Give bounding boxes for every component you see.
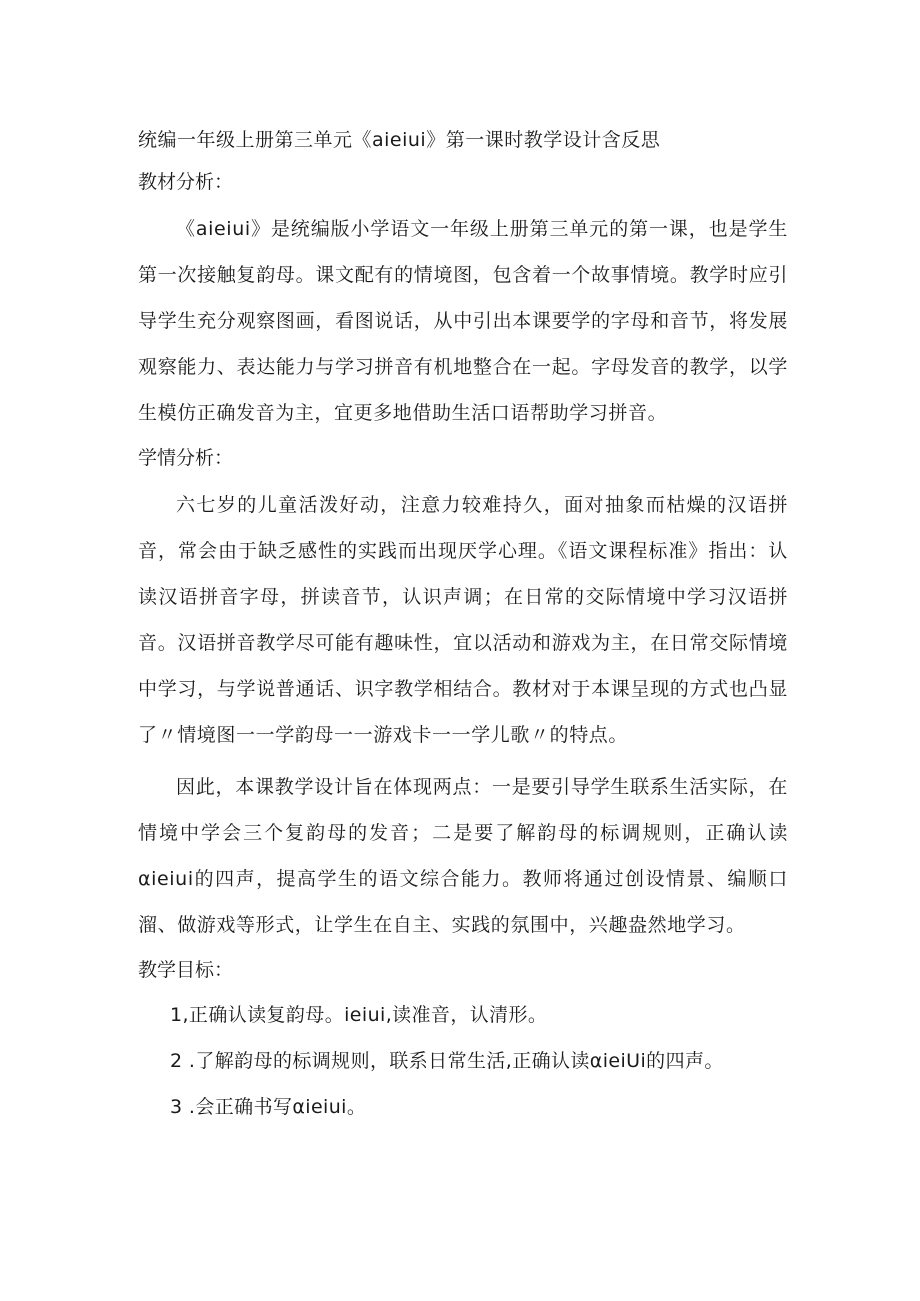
section-heading-material-analysis: 教材分析：	[138, 171, 234, 193]
section-heading-teaching-goals: 教学目标：	[138, 959, 234, 981]
document-title: 统编一年级上册第三单元《aieiui》第一课时教学设计含反思	[138, 129, 661, 151]
document-body	[138, 122, 788, 1130]
section-heading-student-analysis: 学情分析：	[138, 447, 234, 469]
paragraph-student-analysis-2: 因此，本课教学设计旨在体现两点：一是要引导学生联系生活实际，在情境中学会三个复韵母的发音；二是要了解韵母的标调规则，正确认读αieiui的四声，提高学生的语文综合能力。教师将通过创设情景、编顺口溜、做游戏等形式，让学生在自主、实践的氛围中，兴趣盎然地学习。	[138, 776, 788, 936]
teaching-goal-1: 1,正确认读复韵母。ieiui,读准音，认清形。	[170, 1004, 548, 1026]
paragraph-student-analysis-1: 六七岁的儿童活泼好动，注意力较难持久，面对抽象而枯燥的汉语拼音，常会由于缺乏感性的实践而出现厌学心理。《语文课程标准》指出：认读汉语拼音字母，拼读音节，认识声调；在日常的交际情境中学习汉语拼音。汉语拼音教学尽可能有趣味性，宜以活动和游戏为主，在日常交际情境中学习，与学说普通话、识字教学相结合。教材对于本课呈现的方式也凸显了〃情境图一一学韵母一一游戏卡一一学儿歌〃的特点。	[138, 494, 788, 746]
paragraph-material-analysis: 《aieiui》是统编版小学语文一年级上册第三单元的第一课，也是学生第一次接触复韵母。课文配有的情境图，包含着一个故事情境。教学时应引导学生充分观察图画，看图说话，从中引出本课要学的字母和音节，将发展观察能力、表达能力与学习拼音有机地整合在一起。字母发音的教学，以学生模仿正确发音为主，宜更多地借助生活口语帮助学习拼音。	[138, 218, 788, 424]
teaching-goal-2: 2 .了解韵母的标调规则，联系日常生活,正确认读αieiUi的四声。	[170, 1050, 724, 1072]
teaching-goal-3: 3 .会正确书写αieiui。	[170, 1096, 367, 1118]
